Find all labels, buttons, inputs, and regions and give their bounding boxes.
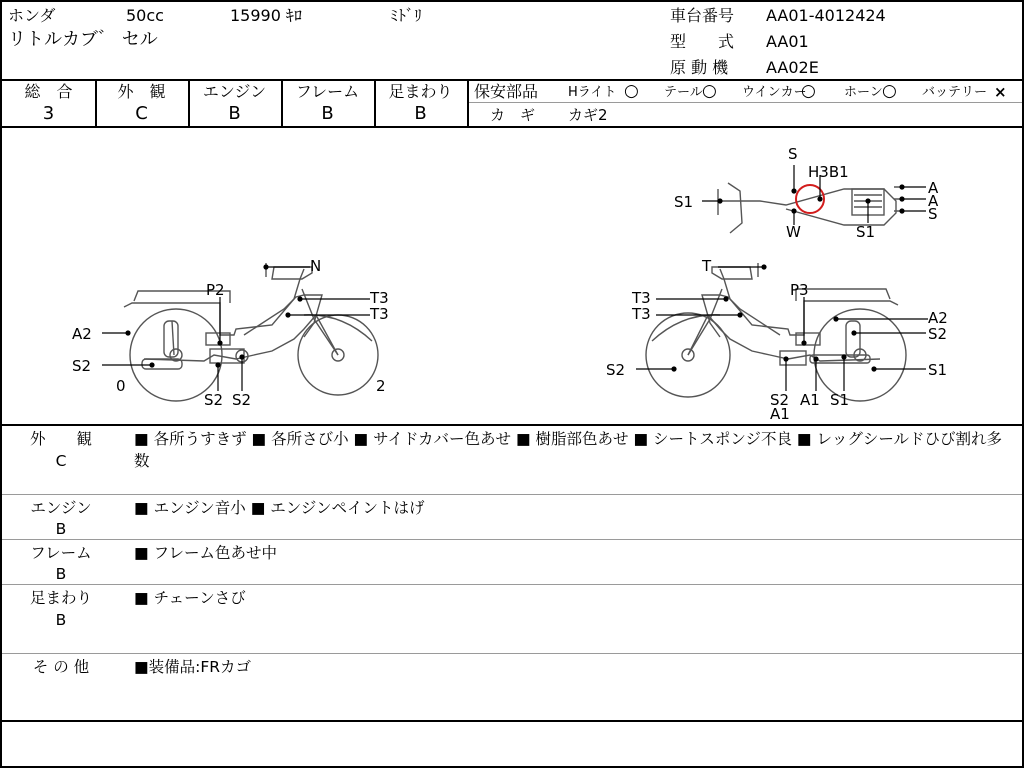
note-grade-suspension: B bbox=[55, 611, 67, 629]
note-label-suspension: 足まわり bbox=[29, 589, 92, 607]
safety-mark-winker: ○ bbox=[801, 81, 816, 101]
handlebar-outline bbox=[712, 267, 752, 279]
note-text-engine: ■ エンジン音小 ■ エンジンペイントはげ bbox=[134, 499, 425, 517]
diagram-label: N bbox=[310, 257, 322, 275]
grade-header-frame: フレーム bbox=[295, 82, 360, 101]
grade-header-suspension: 足まわり bbox=[388, 82, 453, 101]
diagram-label: S bbox=[928, 205, 938, 223]
diagram-label: S2 bbox=[770, 391, 790, 409]
diagram-label: T3 bbox=[632, 305, 651, 323]
diagram-label: P2 bbox=[206, 281, 225, 299]
key-label: カ ギ bbox=[490, 106, 536, 124]
model-name: リトルカブ゛ セル bbox=[8, 29, 158, 50]
grade-engine: B bbox=[228, 103, 241, 124]
diagram-label: A1 bbox=[770, 405, 790, 423]
type-value: AA01 bbox=[766, 32, 809, 51]
frame-outline bbox=[688, 315, 880, 361]
diagram-label: S bbox=[788, 145, 798, 163]
diagram-label: T bbox=[702, 257, 712, 275]
note-label-exterior: 外 観 bbox=[29, 430, 92, 448]
key-value: カギ2 bbox=[568, 106, 608, 124]
safety-item-headlight: Hライト bbox=[568, 85, 617, 100]
grade-suspension: B bbox=[414, 103, 427, 124]
handlebar-outline bbox=[272, 267, 312, 279]
note-label-frame: フレーム bbox=[30, 544, 92, 562]
engine-value: AA02E bbox=[766, 58, 819, 77]
safety-mark-tail: ○ bbox=[702, 81, 717, 101]
diagram-label: A2 bbox=[72, 325, 92, 343]
diagram-label: S2 bbox=[204, 391, 224, 409]
diagram-label: S1 bbox=[830, 391, 850, 409]
grade-header-exterior: 外 観 bbox=[117, 82, 166, 101]
color: ﾐﾄﾞﾘ bbox=[390, 6, 423, 25]
diagram-label: A1 bbox=[800, 391, 820, 409]
safety-item-horn: ホーン bbox=[844, 85, 883, 100]
safety-item-battery: バッテリー bbox=[922, 85, 988, 100]
maker: ホンダ bbox=[8, 6, 56, 25]
safety-label: 保安部品 bbox=[474, 82, 539, 101]
topview-bar bbox=[728, 183, 742, 233]
diagram-label: H3B1 bbox=[808, 163, 849, 181]
note-text-other: ■装備品:FRカゴ bbox=[134, 658, 252, 676]
note-label-other: そ の 他 bbox=[32, 658, 90, 676]
seat-outline bbox=[796, 289, 890, 301]
grade-header-overall: 総 合 bbox=[24, 82, 73, 101]
diagram-label: S2 bbox=[232, 391, 252, 409]
divider bbox=[2, 653, 1022, 654]
safety-mark-battery: × bbox=[994, 83, 1007, 101]
divider bbox=[2, 539, 1022, 540]
diagram-label: S2 bbox=[606, 361, 626, 379]
diagram-label: S1 bbox=[928, 361, 948, 379]
divider bbox=[2, 79, 1022, 81]
grade-overall: 3 bbox=[42, 103, 55, 124]
note-text-exterior: ■ 各所うすきず ■ 各所さび小 ■ サイドカバー色あせ ■ 樹脂部色あせ ■ シートスポンジ不良 ■ レッグシールドひび割れ多数 bbox=[134, 430, 1003, 470]
diagram-label: S2 bbox=[928, 325, 948, 343]
diagram-label: T3 bbox=[632, 289, 651, 307]
grade-exterior: C bbox=[135, 103, 148, 124]
legshield-outline bbox=[244, 295, 322, 337]
diagram-label: 2 bbox=[376, 377, 386, 395]
divider bbox=[2, 720, 1022, 722]
safety-item-tail: テール bbox=[664, 85, 703, 100]
diagram-label: P3 bbox=[790, 281, 809, 299]
divider bbox=[2, 584, 1022, 585]
grade-header-engine: エンジン bbox=[202, 82, 267, 101]
grade-frame: B bbox=[321, 103, 334, 124]
displacement: 50cc bbox=[126, 6, 164, 25]
safety-item-winker: ウインカー bbox=[742, 85, 807, 100]
safety-mark-headlight: ○ bbox=[624, 81, 639, 101]
note-grade-exterior: C bbox=[55, 452, 67, 470]
diagram-label: S2 bbox=[72, 357, 92, 375]
note-text-suspension: ■ チェーンさび bbox=[134, 589, 246, 607]
divider bbox=[2, 126, 1022, 128]
diagram-label: A bbox=[928, 179, 939, 197]
note-grade-engine: B bbox=[55, 520, 67, 538]
note-text-frame: ■ フレーム色あせ中 bbox=[134, 544, 277, 562]
note-label-engine: エンジン bbox=[30, 499, 92, 517]
divider bbox=[2, 494, 1022, 495]
frame-no-label: 車台番号 bbox=[670, 6, 735, 25]
shock-outline bbox=[846, 321, 860, 357]
diagram-label: T3 bbox=[370, 305, 389, 323]
frame-no: AA01-4012424 bbox=[766, 6, 886, 25]
divider bbox=[467, 79, 469, 127]
damage-diagram bbox=[4, 129, 1024, 425]
diagram-label: 0 bbox=[116, 377, 126, 395]
type-label: 型 式 bbox=[670, 32, 735, 51]
note-grade-frame: B bbox=[55, 565, 67, 583]
divider bbox=[2, 424, 1022, 426]
engine-label: 原 動 機 bbox=[670, 58, 729, 77]
mileage: 15990 ｷﾛ bbox=[230, 6, 302, 25]
safety-mark-horn: ○ bbox=[882, 81, 897, 101]
diagram-label: T3 bbox=[370, 289, 389, 307]
diagram-label: A2 bbox=[928, 309, 948, 327]
diagram-label: A bbox=[928, 192, 939, 210]
diagram-svg bbox=[4, 129, 1024, 425]
diagram-label: W bbox=[786, 223, 801, 241]
diagram-label: S1 bbox=[856, 223, 876, 241]
diagram-label: S1 bbox=[674, 193, 694, 211]
